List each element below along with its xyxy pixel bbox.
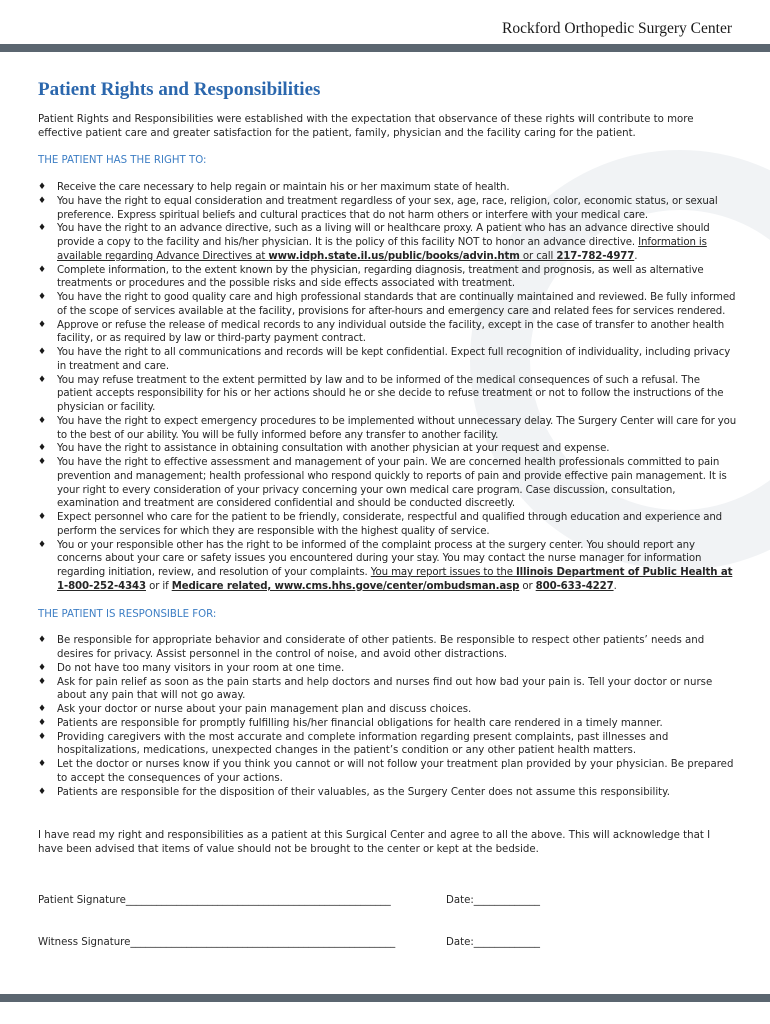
patient-signature-line[interactable]: Patient Signature____________________________________________________ bbox=[38, 895, 391, 906]
patient-signature-row bbox=[38, 894, 541, 908]
bullet-icon: ♦ bbox=[38, 415, 46, 426]
bullet-icon: ♦ bbox=[38, 704, 47, 715]
footer-stripe bbox=[0, 994, 770, 1002]
rights-item: ♦ You may refuse treatment to the extent permitted by law and to be informed of the medical consequences of such a refusal. The patient accepts responsibility for his or her actions should he or she decide to refuse treatment or not to follow the instructions of the physician or facility. bbox=[38, 374, 724, 414]
rights-heading: THE PATIENT HAS THE RIGHT TO: bbox=[38, 155, 207, 167]
rights-item: ♦ Complete information, to the extent known by the physician, regarding diagnosis, treatment and prognosis, as well as alternative treatments or procedures and the possible risks and side effects associated with treatment. bbox=[38, 264, 704, 290]
rights-item-advance-directive: ♦ You have the right to an advance directive, such as a living will or healthcare proxy. A patient who has an advance directive should provide a copy to the facility and his/her physician. It is the policy of this facility NOT to honor an advance directive. Information is available regarding Advance Directives at www.idph.state.il.us/public/books/advin.htm or call 217-782-4977. bbox=[38, 223, 710, 262]
medicare-ombudsman-link[interactable]: Medicare related, www.cms.hhs.gove/center/ombudsman.asp bbox=[171, 580, 520, 592]
intro-paragraph: Patient Rights and Responsibilities were established with the expectation that observance of these rights will contribute to more effective patient care and greater satisfaction for the patient, family, physician and the facility caring for the patient. bbox=[38, 114, 694, 139]
bullet-icon: ♦ bbox=[38, 759, 47, 770]
rights-item: ♦ You have the right to effective assessment and management of your pain. We are concerned health professionals committed to pain prevention and management; health professional who respond quickly to reports of pain and provide effective pain management. It is your right to every consideration of your privacy concerning your own medical care program. Case discussion, consultation, examination and treatment are considered confidential and should be conducted discreetly. bbox=[38, 457, 727, 510]
bullet-icon: ♦ bbox=[38, 717, 47, 728]
bullet-icon: ♦ bbox=[38, 195, 46, 206]
responsibility-item: ♦ Patients are responsible for the disposition of their valuables, as the Surgery Center does not assume this responsibility. bbox=[38, 786, 670, 798]
witness-date-line[interactable]: Date:_____________ bbox=[446, 937, 541, 948]
bullet-icon: ♦ bbox=[38, 182, 46, 193]
medicare-phone: 800-633-4227 bbox=[535, 580, 614, 592]
rights-item: ♦ Approve or refuse the release of medical records to any individual outside the facility, except in the case of transfer to another health facility, or as required by law or third-party payment contract. bbox=[38, 319, 725, 345]
rights-item: ♦ Expect personnel who care for the patient to be friendly, considerate, respectful and qualified through education and experience and perform the services for which they are responsible with the highest quality of service. bbox=[38, 512, 723, 537]
rights-item: ♦ You have the right to expect emergency procedures to be implemented without unnecessary delay. The Surgery Center will care for you to the best of our ability. You will be fully informed before any transfer to another facility. bbox=[38, 415, 737, 441]
header-stripe bbox=[0, 44, 770, 52]
bullet-icon: ♦ bbox=[38, 292, 46, 303]
rights-item-complaint: ♦ You or your responsible other has the right to be informed of the complaint process at the surgery center. You should report any concerns about your care or safety issues you encountered during your stay. You may contact the nurse manager for information regarding initiation, review, and resolution of your complaints. You may report issues to the Illinois Department of Public Health at 1-800-252-4343 or if Medicare related, www.cms.hhs.gove/center/ombudsman.asp or 800-633-4227. bbox=[38, 539, 733, 592]
rights-item: ♦ You have the right to assistance in obtaining consultation with another physician at your request and expense. bbox=[38, 443, 610, 455]
rights-item: ♦ Receive the care necessary to help regain or maintain his or her maximum state of health. bbox=[38, 182, 510, 194]
bullet-icon: ♦ bbox=[38, 512, 46, 523]
document-title: Patient Rights and Responsibilities bbox=[38, 79, 321, 100]
responsibility-item: ♦ Be responsible for appropriate behavior and considerate of other patients. Be responsible to respect other patients’ needs and desires for privacy. Assist personnel in the control of noise, and avoid other distractions. bbox=[38, 635, 705, 661]
bullet-icon: ♦ bbox=[38, 374, 46, 385]
responsibilities-heading: THE PATIENT IS RESPONSIBLE FOR: bbox=[38, 608, 217, 620]
bullet-icon: ♦ bbox=[38, 635, 47, 646]
bullet-icon: ♦ bbox=[38, 539, 46, 550]
rights-list bbox=[38, 181, 738, 594]
rights-item: ♦ You have the right to equal consideration and treatment regardless of your sex, age, race, religion, color, economic status, or sexual preference. Express spiritual beliefs and cultural practices that do not harm others or interfere with your medical care. bbox=[38, 195, 718, 221]
responsibility-item: ♦ Ask for pain relief as soon as the pain starts and help doctors and nurses find out how bad your pain is. Tell your doctor or nurse about any pain that will not go away. bbox=[38, 676, 713, 702]
bullet-icon: ♦ bbox=[38, 786, 47, 797]
responsibilities-list bbox=[38, 634, 738, 799]
rights-item: ♦ You have the right to good quality care and high professional standards that are continually maintained and reviewed. Be fully informed of the scope of services available at the facility, provisions for after-hours and emergency care and related fees for services rendered. bbox=[38, 292, 736, 317]
bullet-icon: ♦ bbox=[38, 457, 46, 468]
rights-item: ♦ You have the right to all communications and records will be kept confidential. Expect full recognition of individuality, including privacy in treatment and care. bbox=[38, 347, 731, 372]
bullet-icon: ♦ bbox=[38, 264, 46, 275]
advance-directive-phone: 217-782-4977 bbox=[556, 250, 635, 262]
responsibility-item: ♦ Ask your doctor or nurse about your pain management plan and discuss choices. bbox=[38, 704, 472, 716]
witness-signature-line[interactable]: Witness Signature____________________________________________________ bbox=[38, 937, 396, 948]
bullet-icon: ♦ bbox=[38, 731, 47, 742]
responsibility-item: ♦ Providing caregivers with the most accurate and complete information regarding present complaints, past illnesses and hospitalizations, medications, unexpected changes in the patient’s condition or any other patient health matters. bbox=[38, 731, 669, 757]
bullet-icon: ♦ bbox=[38, 443, 46, 454]
bullet-icon: ♦ bbox=[38, 319, 46, 330]
responsibility-item: ♦ Patients are responsible for promptly fulfilling his/her financial obligations for health care rendered in a timely manner. bbox=[38, 717, 663, 729]
idph-contact: Illinois Department of Public Health at 1-800-252-4343 bbox=[57, 567, 733, 592]
witness-signature-row bbox=[38, 936, 541, 950]
patient-date-line[interactable]: Date:_____________ bbox=[446, 895, 541, 906]
acknowledgement-paragraph: I have read my right and responsibilities as a patient at this Surgical Center and agree to all the above. This will acknowledge that I have been advised that items of value should not be brought to the center or kept at the bedside. bbox=[38, 830, 711, 856]
bullet-icon: ♦ bbox=[38, 347, 46, 358]
bullet-icon: ♦ bbox=[38, 676, 47, 687]
document-body bbox=[38, 78, 738, 857]
responsibility-item: ♦ Do not have too many visitors in your room at one time. bbox=[38, 662, 345, 674]
bullet-icon: ♦ bbox=[38, 223, 46, 234]
bullet-icon: ♦ bbox=[38, 662, 47, 673]
responsibility-item: ♦ Let the doctor or nurses know if you think you cannot or will not follow your treatment plan provided by your physician. Be prepared to accept the consequences of your actions. bbox=[38, 759, 734, 784]
advance-directive-link[interactable]: www.idph.state.il.us/public/books/advin.htm bbox=[268, 250, 520, 262]
organization-name: Rockford Orthopedic Surgery Center bbox=[501, 20, 732, 37]
